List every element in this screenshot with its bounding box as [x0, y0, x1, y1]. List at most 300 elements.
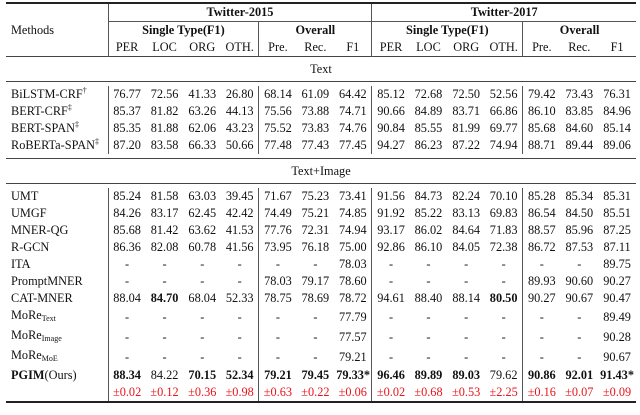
method-name: [6, 327, 108, 347]
value-cell: 77.79: [338, 309, 367, 324]
value-cell: 75.23: [301, 189, 330, 203]
value-cell: 90.66: [372, 103, 410, 120]
table-row: [6, 103, 636, 120]
group-overall-2017: Overall: [523, 22, 636, 40]
table-row: [6, 327, 636, 347]
value-cell: 43.23: [225, 121, 254, 135]
method-name: [6, 273, 108, 290]
std-cell: ±0.53: [452, 385, 481, 399]
value-cell: -: [577, 309, 582, 324]
value-cell: 86.36: [108, 239, 146, 256]
value-cell: -: [162, 274, 167, 288]
method-name: [6, 290, 108, 307]
table-row: [6, 120, 636, 137]
method-label: CAT-MNER: [11, 291, 73, 305]
value-cell: 69.77: [489, 121, 518, 135]
value-cell: 85.24: [108, 188, 146, 205]
column-header-pre: Pre.: [523, 39, 561, 57]
value-cell: 85.96: [565, 223, 594, 237]
value-cell: -: [501, 309, 506, 324]
value-cell: -: [259, 307, 297, 327]
method-name: [6, 137, 108, 154]
column-header-per: PER: [108, 39, 146, 57]
value-cell: 91.43*: [600, 368, 634, 382]
method-name: [6, 205, 108, 222]
value-cell: 74.94: [338, 223, 367, 237]
table-row: [6, 367, 636, 384]
column-header-pre: Pre.: [259, 39, 297, 57]
value-cell: -: [577, 329, 582, 344]
value-cell: 80.50: [489, 291, 518, 305]
results-table: [6, 2, 636, 403]
value-cell: 90.27: [523, 290, 561, 307]
value-cell: 76.18: [301, 240, 330, 254]
value-cell: 71.67: [259, 188, 297, 205]
value-cell: -: [577, 349, 582, 364]
value-cell: 92.01: [565, 368, 594, 382]
value-cell: 74.49: [259, 205, 297, 222]
value-cell: 68.04: [188, 291, 217, 305]
group-single-2015: Single Type(F1): [108, 22, 259, 40]
method-superscript: ‡: [67, 102, 72, 112]
value-cell: 87.53: [565, 240, 594, 254]
method-superscript: ‡: [95, 136, 100, 146]
value-cell: 71.83: [489, 223, 518, 237]
std-cell: ±0.16: [523, 384, 561, 402]
method-label: UMT: [11, 189, 39, 203]
column-header-oth: OTH.: [225, 40, 254, 54]
value-cell: 78.03: [338, 257, 367, 271]
value-cell: 62.06: [188, 121, 217, 135]
value-cell: 79.21: [259, 367, 297, 384]
table-row: [6, 239, 636, 256]
value-cell: 73.88: [301, 104, 330, 118]
std-cell: ±0.02: [108, 384, 146, 402]
value-cell: 42.42: [225, 206, 254, 220]
value-cell: 66.33: [188, 138, 217, 152]
std-cell: ±0.63: [259, 384, 297, 402]
value-cell: 83.13: [452, 206, 481, 220]
method-superscript: ‡: [74, 119, 79, 129]
table-row: [6, 222, 636, 239]
method-subscript: MoE: [41, 354, 58, 363]
value-cell: 79.62: [489, 368, 518, 382]
value-cell: 79.21: [338, 349, 367, 364]
group-single-2017: Single Type(F1): [372, 22, 523, 40]
value-cell: 73.95: [259, 239, 297, 256]
value-cell: -: [372, 256, 410, 273]
value-cell: 94.61: [372, 290, 410, 307]
column-header-loc: LOC: [152, 40, 177, 54]
value-cell: 61.09: [301, 87, 330, 101]
value-cell: 82.24: [452, 189, 481, 203]
value-cell: 90.84: [372, 120, 410, 137]
value-cell: 86.54: [523, 205, 561, 222]
column-header-per: PER: [372, 39, 410, 57]
value-cell: 84.89: [414, 104, 443, 118]
value-cell: -: [577, 257, 582, 271]
value-cell: 89.49: [603, 309, 631, 324]
value-cell: 79.42: [523, 86, 561, 103]
method-name: [6, 347, 108, 367]
value-cell: 85.37: [108, 103, 146, 120]
value-cell: -: [372, 307, 410, 327]
value-cell: -: [313, 329, 318, 344]
method-label: MoRe: [11, 308, 42, 322]
value-cell: 85.68: [523, 120, 561, 137]
value-cell: 78.03: [259, 273, 297, 290]
column-header-rec: Rec.: [304, 40, 327, 54]
value-cell: 64.42: [338, 87, 367, 101]
table-row: [6, 137, 636, 154]
value-cell: 75.00: [338, 240, 367, 254]
value-cell: 90.67: [603, 349, 631, 364]
std-cell: ±0.22: [301, 385, 330, 399]
value-cell: -: [162, 329, 167, 344]
value-cell: -: [426, 274, 431, 288]
value-cell: 90.86: [523, 367, 561, 384]
method-name: [6, 239, 108, 256]
value-cell: 89.06: [603, 138, 631, 152]
value-cell: -: [162, 309, 167, 324]
value-cell: 72.50: [452, 87, 481, 101]
value-cell: 85.22: [414, 206, 443, 220]
value-cell: 91.56: [372, 188, 410, 205]
std-cell: ±0.68: [414, 385, 443, 399]
value-cell: 72.56: [150, 87, 179, 101]
value-cell: -: [313, 349, 318, 364]
value-cell: 84.50: [565, 206, 594, 220]
value-cell: -: [501, 274, 506, 288]
method-name: [6, 120, 108, 137]
value-cell: 88.14: [452, 291, 481, 305]
method-label: ITA: [11, 257, 31, 271]
value-cell: -: [313, 257, 318, 271]
value-cell: 81.88: [150, 121, 179, 135]
value-cell: 78.69: [301, 291, 330, 305]
value-cell: 84.96: [603, 104, 631, 118]
value-cell: 78.60: [338, 274, 367, 288]
value-cell: -: [501, 329, 506, 344]
method-label: PromptMNER: [11, 274, 83, 288]
value-cell: 85.14: [603, 121, 631, 135]
value-cell: 77.45: [338, 138, 367, 152]
value-cell: 77.48: [259, 137, 297, 154]
value-cell: -: [464, 257, 469, 271]
value-cell: 86.02: [414, 223, 443, 237]
value-cell: 86.23: [414, 138, 443, 152]
value-cell: -: [108, 327, 146, 347]
value-cell: 90.27: [603, 274, 631, 288]
value-cell: 87.25: [603, 223, 631, 237]
value-cell: 85.51: [603, 206, 631, 220]
value-cell: 85.68: [108, 222, 146, 239]
value-cell: 87.22: [452, 138, 481, 152]
value-cell: -: [501, 257, 506, 271]
table-row: [6, 205, 636, 222]
method-name: [6, 86, 108, 103]
value-cell: 75.21: [301, 206, 330, 220]
section-title: Text+Image: [6, 159, 636, 184]
value-cell: -: [108, 256, 146, 273]
value-cell: 81.42: [150, 223, 179, 237]
dataset-header-2017: Twitter-2017: [372, 3, 636, 22]
std-cell: ±0.09: [602, 385, 632, 399]
value-cell: 89.89: [414, 368, 443, 382]
value-cell: -: [200, 349, 205, 364]
value-cell: 86.72: [523, 239, 561, 256]
method-label: UMGF: [11, 206, 47, 220]
value-cell: 85.34: [565, 189, 594, 203]
value-cell: 70.15: [188, 368, 217, 382]
value-cell: 77.76: [259, 222, 297, 239]
method-label: BiLSTM-CRF: [11, 87, 83, 101]
value-cell: -: [108, 273, 146, 290]
method-label: MNER-QG: [11, 223, 69, 237]
std-cell: ±0.06: [338, 385, 367, 399]
value-cell: 72.68: [414, 87, 443, 101]
value-cell: 81.99: [452, 121, 481, 135]
dataset-header-2015: Twitter-2015: [108, 3, 372, 22]
method-superscript: †: [82, 85, 87, 95]
value-cell: -: [372, 273, 410, 290]
value-cell: 89.75: [603, 257, 631, 271]
value-cell: 74.76: [338, 121, 367, 135]
value-cell: -: [237, 274, 242, 288]
table-row: [6, 347, 636, 367]
value-cell: 66.86: [489, 104, 518, 118]
value-cell: 79.45: [301, 368, 330, 382]
value-cell: 88.71: [523, 137, 561, 154]
value-cell: 88.57: [523, 222, 561, 239]
value-cell: 63.62: [188, 223, 217, 237]
value-cell: -: [259, 327, 297, 347]
value-cell: 74.94: [489, 138, 518, 152]
value-cell: 62.45: [188, 206, 217, 220]
value-cell: 90.60: [565, 274, 594, 288]
method-name: [6, 307, 108, 327]
column-header-f1: F1: [610, 40, 624, 54]
value-cell: 88.34: [108, 367, 146, 384]
value-cell: -: [162, 349, 167, 364]
group-overall-2015: Overall: [259, 22, 372, 40]
value-cell: 73.43: [565, 87, 594, 101]
value-cell: 84.05: [452, 240, 481, 254]
value-cell: -: [200, 274, 205, 288]
table-row: [6, 273, 636, 290]
value-cell: 78.72: [338, 291, 367, 305]
value-cell: 85.55: [414, 121, 443, 135]
value-cell: 92.86: [372, 239, 410, 256]
value-cell: 90.28: [603, 329, 631, 344]
value-cell: 68.14: [259, 86, 297, 103]
value-cell: 72.31: [301, 223, 330, 237]
value-cell: 84.60: [565, 121, 594, 135]
value-cell: -: [464, 309, 469, 324]
value-cell: -: [200, 329, 205, 344]
value-cell: 81.82: [150, 104, 179, 118]
value-cell: 74.85: [338, 206, 367, 220]
method-name: [6, 367, 108, 384]
value-cell: 76.77: [108, 86, 146, 103]
value-cell: -: [464, 274, 469, 288]
value-cell: 78.75: [259, 290, 297, 307]
value-cell: 69.83: [489, 206, 518, 220]
value-cell: 77.57: [338, 329, 367, 344]
std-cell: ±0.12: [150, 385, 179, 399]
method-label: MoRe: [11, 328, 42, 342]
method-subscript: Text: [41, 314, 56, 323]
value-cell: 89.03: [452, 368, 481, 382]
method-name: [6, 222, 108, 239]
value-cell: -: [501, 349, 506, 364]
value-cell: 52.33: [225, 291, 254, 305]
std-row: [6, 384, 636, 402]
table-row: [6, 188, 636, 205]
std-cell: ±0.02: [372, 384, 410, 402]
value-cell: 83.17: [150, 206, 179, 220]
value-cell: 83.71: [452, 104, 481, 118]
value-cell: 87.11: [603, 240, 631, 254]
value-cell: -: [372, 327, 410, 347]
value-cell: 84.73: [414, 189, 443, 203]
value-cell: 44.13: [225, 104, 254, 118]
value-cell: -: [162, 257, 167, 271]
value-cell: 94.27: [372, 137, 410, 154]
value-cell: 84.26: [108, 205, 146, 222]
column-header-f1: F1: [346, 40, 360, 54]
value-cell: 91.92: [372, 205, 410, 222]
value-cell: -: [523, 307, 561, 327]
value-cell: -: [523, 347, 561, 367]
value-cell: -: [426, 349, 431, 364]
value-cell: 60.78: [188, 240, 217, 254]
value-cell: -: [200, 257, 205, 271]
value-cell: 85.12: [372, 86, 410, 103]
method-label: MoRe: [11, 348, 42, 362]
value-cell: 76.31: [603, 87, 631, 101]
value-cell: 79.33*: [336, 368, 371, 382]
value-cell: 75.56: [259, 103, 297, 120]
method-name: [6, 103, 108, 120]
value-cell: -: [523, 256, 561, 273]
value-cell: -: [464, 329, 469, 344]
column-header-org: ORG: [453, 40, 480, 54]
value-cell: -: [464, 349, 469, 364]
value-cell: -: [259, 256, 297, 273]
column-header-org: ORG: [189, 40, 216, 54]
value-cell: 88.04: [108, 290, 146, 307]
value-cell: 90.67: [565, 291, 594, 305]
value-cell: 79.17: [301, 274, 330, 288]
value-cell: -: [108, 307, 146, 327]
value-cell: -: [313, 309, 318, 324]
value-cell: -: [237, 329, 242, 344]
value-cell: -: [372, 347, 410, 367]
value-cell: 63.26: [188, 104, 217, 118]
value-cell: 96.46: [372, 367, 410, 384]
value-cell: -: [108, 347, 146, 367]
value-cell: -: [237, 257, 242, 271]
method-label: BERT-SPAN: [11, 121, 75, 135]
std-cell: ±0.07: [565, 385, 594, 399]
value-cell: 73.41: [338, 189, 367, 203]
table-row: [6, 290, 636, 307]
value-cell: 82.08: [150, 240, 179, 254]
value-cell: 52.56: [489, 87, 518, 101]
column-header-oth: OTH.: [489, 40, 518, 54]
value-cell: 89.44: [565, 138, 594, 152]
value-cell: 88.40: [414, 291, 443, 305]
value-cell: 83.58: [150, 138, 179, 152]
std-cell: ±0.36: [188, 385, 217, 399]
value-cell: -: [200, 309, 205, 324]
value-cell: 84.64: [452, 223, 481, 237]
value-cell: 85.31: [603, 189, 631, 203]
method-label: RoBERTa-SPAN: [11, 138, 96, 152]
value-cell: 26.80: [225, 87, 254, 101]
value-cell: 90.47: [603, 291, 631, 305]
method-label: BERT-CRF: [11, 104, 68, 118]
value-cell: 41.53: [225, 223, 254, 237]
value-cell: -: [259, 347, 297, 367]
value-cell: 87.20: [108, 137, 146, 154]
value-cell: -: [237, 309, 242, 324]
table-row: [6, 256, 636, 273]
method-subscript: Image: [41, 334, 62, 343]
value-cell: -: [426, 309, 431, 324]
value-cell: 72.38: [489, 240, 518, 254]
value-cell: 75.52: [259, 120, 297, 137]
value-cell: 52.34: [225, 368, 254, 382]
value-cell: 83.85: [565, 104, 594, 118]
value-cell: 70.10: [489, 189, 518, 203]
value-cell: 84.22: [150, 368, 179, 382]
value-cell: 77.43: [301, 138, 330, 152]
value-cell: -: [426, 257, 431, 271]
value-cell: 39.45: [225, 189, 254, 203]
value-cell: -: [426, 329, 431, 344]
section-title: Text: [6, 57, 636, 82]
value-cell: 85.28: [523, 188, 561, 205]
value-cell: 74.71: [338, 104, 367, 118]
method-suffix: (Ours): [44, 368, 77, 382]
value-cell: -: [523, 327, 561, 347]
value-cell: 50.66: [225, 138, 254, 152]
value-cell: 93.17: [372, 222, 410, 239]
value-cell: 86.10: [523, 103, 561, 120]
section-row: [6, 159, 636, 184]
value-cell: 63.03: [188, 189, 217, 203]
value-cell: 41.56: [225, 240, 254, 254]
value-cell: 85.35: [108, 120, 146, 137]
value-cell: 73.83: [301, 121, 330, 135]
methods-header: Methods: [11, 22, 55, 37]
value-cell: -: [237, 349, 242, 364]
method-label: PGIM: [11, 368, 45, 382]
value-cell: 41.33: [188, 87, 217, 101]
value-cell: 81.58: [150, 189, 179, 203]
value-cell: 86.10: [414, 240, 443, 254]
method-name: [6, 256, 108, 273]
column-header-loc: LOC: [416, 40, 441, 54]
column-header-rec: Rec.: [568, 40, 591, 54]
table-row: [6, 307, 636, 327]
value-cell: 89.93: [523, 273, 561, 290]
section-row: [6, 57, 636, 82]
std-cell: ±0.98: [225, 385, 254, 399]
std-cell: ±2.25: [489, 385, 518, 399]
